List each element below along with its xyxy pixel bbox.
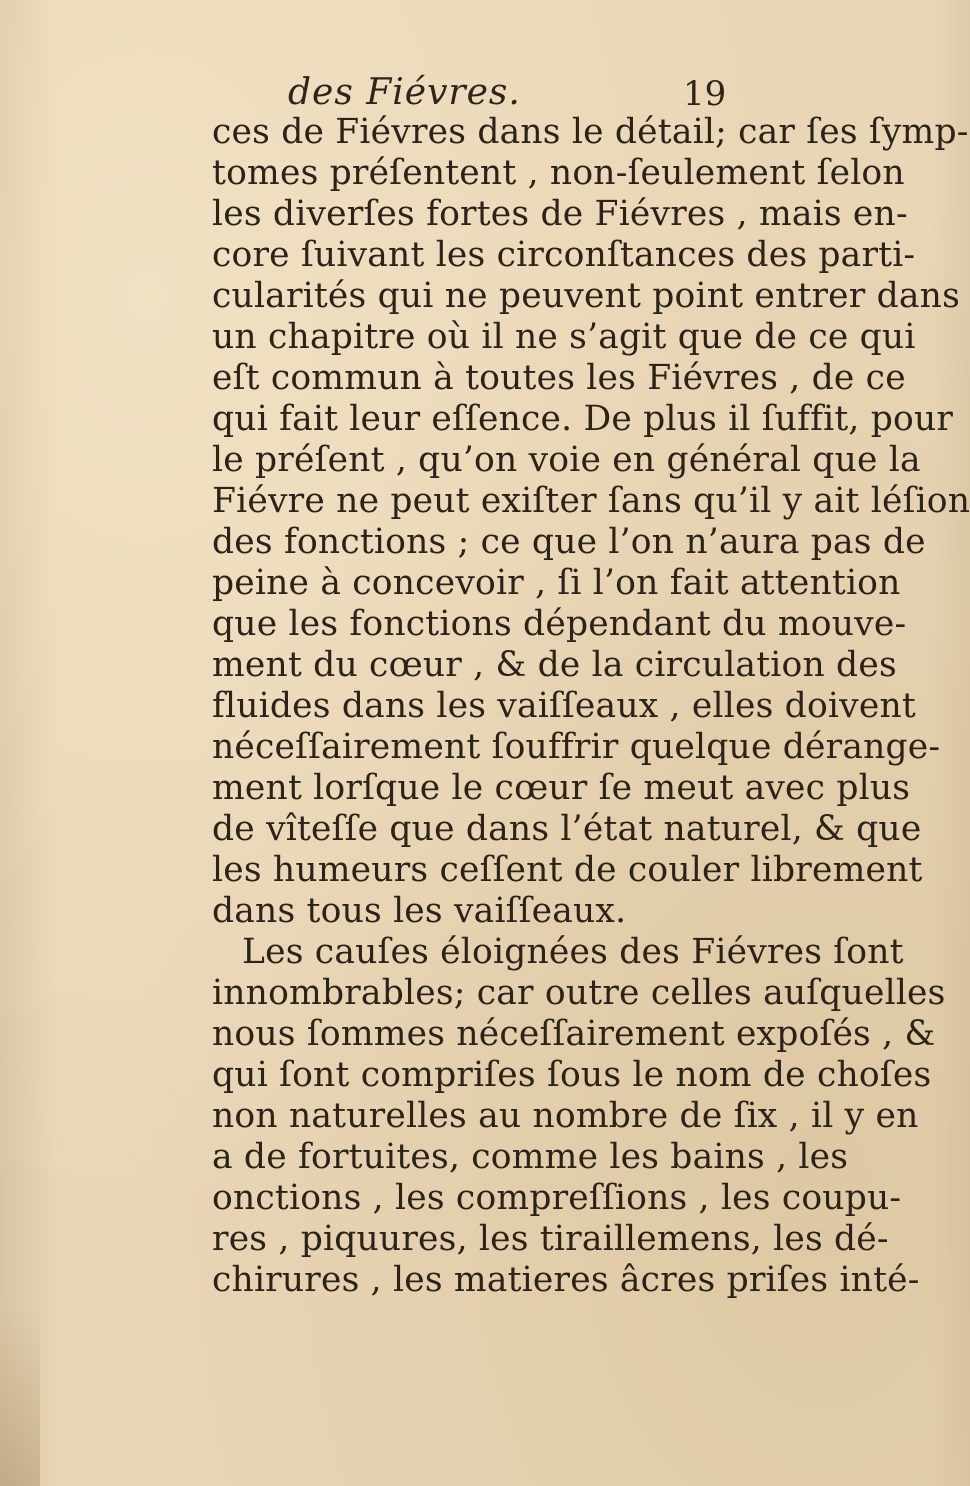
page-number: 19 [683,74,727,114]
text-line: que les fonctions dépendant du mouve- [212,604,907,644]
text-line: ment du cœur , & de la circulation des [212,645,897,685]
text-line: peine à concevoir , ſi l’on fait attention [212,563,901,603]
text-line: fluides dans les vaiſſeaux , elles doivent [212,686,916,726]
text-line: chirures , les matieres âcres priſes inté- [212,1260,920,1300]
text-line: Fiévre ne peut exiſter ſans qu’il y ait léſion [212,481,970,521]
text-line: core ſuivant les circonſtances des parti- [212,235,916,275]
text-line: ment lorſque le cœur ſe meut avec plus [212,768,911,808]
paragraph-start-line: Les cauſes éloignées des Fiévres ſont [242,932,904,972]
text-line: néceſſairement ſouffrir quelque dérange- [212,727,941,767]
body-text [212,112,970,1301]
text-line: cularités qui ne peuvent point entrer dans [212,276,960,316]
text-line: onctions , les compreſſions , les coupu- [212,1178,902,1218]
running-head: des Fiévres. [288,72,521,113]
text-line: non naturelles au nombre de ſix , il y en [212,1096,919,1136]
text-line: les humeurs ceſſent de couler librement [212,850,923,890]
text-line: de vîteſſe que dans l’état naturel, & que [212,809,922,849]
text-line: les diverſes fortes de Fiévres , mais en- [212,194,908,234]
text-line: qui ſont compriſes ſous le nom de choſes [212,1055,932,1095]
text-line: le préſent , qu’on voie en général que la [212,440,921,480]
paragraph-end-line: dans tous les vaiſſeaux. [212,891,627,931]
text-line: qui fait leur eſſence. De plus il ſuffit, pour [212,399,954,439]
text-line: tomes préſentent , non-ſeulement ſelon [212,153,905,193]
text-line: ces de Fiévres dans le détail; car ſes ſymp- [212,112,969,152]
text-line: nous ſommes néceſſairement expoſés , & [212,1014,936,1054]
text-line: res , piquures, les tiraillemens, les dé- [212,1219,889,1259]
text-line: a de fortuites, comme les bains , les [212,1137,849,1177]
text-line: innombrables; car outre celles auſquelles [212,973,946,1013]
page-edge-shadow [0,1300,40,1486]
text-line: eſt commun à toutes les Fiévres , de ce [212,358,906,398]
text-line: des fonctions ; ce que l’on n’aura pas de [212,522,926,562]
text-line: un chapitre où il ne s’agit que de ce qui [212,317,916,357]
